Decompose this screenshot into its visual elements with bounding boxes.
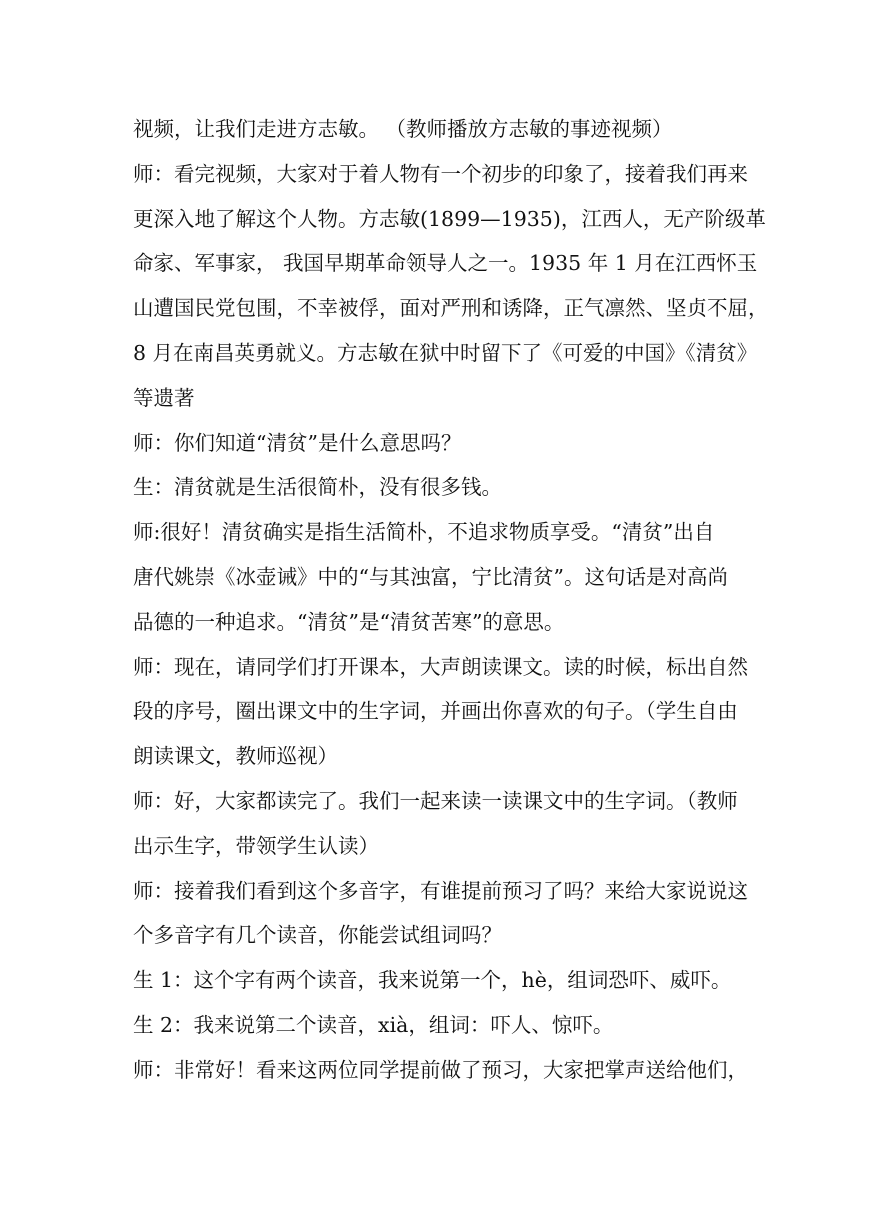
text-line-18: 师：接着我们看到这个多音字，有谁提前预习了吗？来给大家说说这 [133,878,748,903]
text-line-22: 师：非常好！看来这两位同学提前做了预习，大家把掌声送给他们， [133,1057,748,1082]
text-line-11: 唐代姚崇《冰壶诫》中的“与其浊富，宁比清贫”。这句话是对高尚 [133,564,728,589]
text-line-6: 8 月在南昌英勇就义。方志敏在狱中时留下了《可爱的中国》《清贫》 [133,340,758,365]
text-line-7: 等遗著 [133,385,195,410]
text-line-2: 师：看完视频，大家对于着人物有一个初步的印象了，接着我们再来 [133,161,748,186]
text-line-21: 生 2：我来说第二个读音，xià，组词：吓人、惊吓。 [133,1012,614,1037]
text-line-17: 出示生字，带领学生认读） [133,833,379,858]
text-line-19: 个多音字有几个读音，你能尝试组词吗？ [133,923,502,948]
text-line-9: 生：清贫就是生活很简朴，没有很多钱。 [133,475,502,500]
text-line-14: 段的序号，圈出课文中的生字词，并画出你喜欢的句子。（学生自由 [133,699,738,724]
text-line-12: 品德的一种追求。“清贫”是“清贫苦寒”的意思。 [133,609,565,634]
text-body [133,107,769,1093]
text-line-1: 视频，让我们走进方志敏。 （教师播放方志敏的事迹视频） [133,117,673,141]
text-line-5: 山遭国民党包围，不幸被俘，面对严刑和诱降，正气凛然、坚贞不屈， [133,296,769,321]
text-line-3: 更深入地了解这个人物。方志敏(1899—1935)，江西人，无产阶级革 [133,206,766,231]
text-line-4: 命家、军事家， 我国早期革命领导人之一。1935 年 1 月在江西怀玉 [133,251,758,276]
text-line-13: 师：现在，请同学们打开课本，大声朗读课文。读的时候，标出自然 [133,654,748,679]
text-line-10: 师:很好！清贫确实是指生活简朴，不追求物质享受。“清贫”出自 [133,520,715,545]
text-line-8: 师：你们知道“清贫”是什么意思吗？ [133,430,462,455]
text-line-16: 师：好，大家都读完了。我们一起来读一读课文中的生字词。（教师 [133,788,738,813]
text-line-15: 朗读课文，教师巡视） [133,744,338,769]
text-line-20: 生 1：这个字有两个读音，我来说第一个，hè，组词恐吓、威吓。 [133,968,732,993]
